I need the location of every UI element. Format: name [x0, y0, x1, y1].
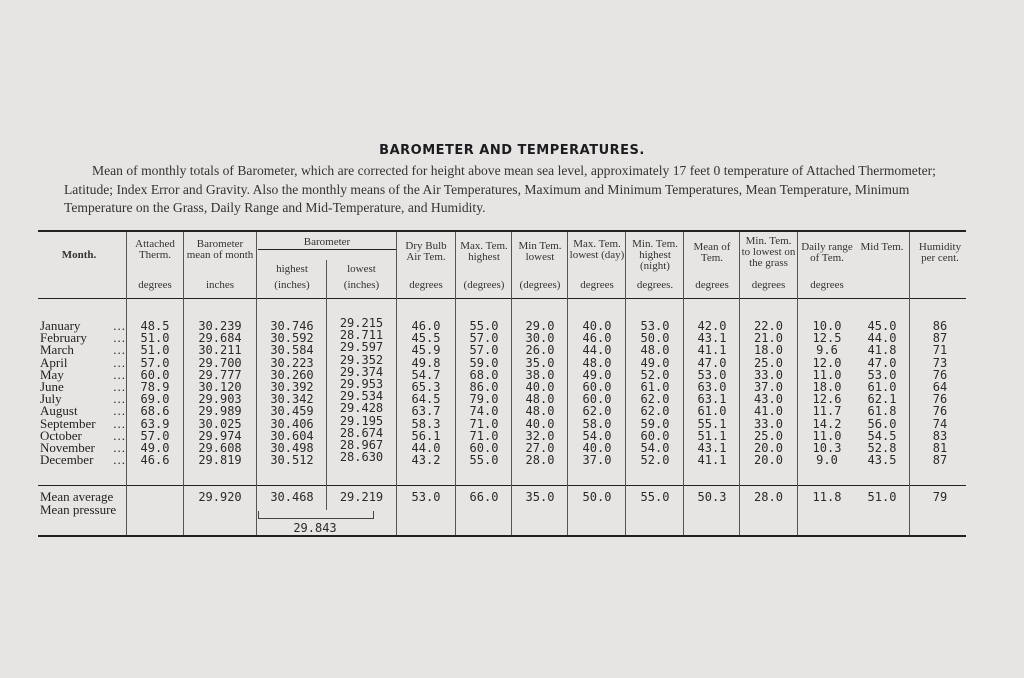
table-cell: 45.5: [411, 331, 441, 346]
table-cell: 60.0: [469, 440, 499, 455]
header-daily-range: Daily range of Tem.: [801, 241, 853, 264]
table-cell: 47.0: [867, 355, 897, 370]
table-cell: 55.0: [469, 453, 499, 468]
header-min-low-unit: (degrees): [519, 279, 561, 291]
table-cell: 58.0: [582, 416, 612, 431]
table-cell: 49.8: [411, 355, 441, 370]
table-cell: 40.0: [582, 319, 612, 333]
table-cell: 40.0: [582, 440, 612, 455]
body-bottom-rule: [38, 485, 966, 486]
table-cell: 14.2: [812, 416, 842, 431]
table-cell: 73: [932, 355, 948, 370]
table-cell: 30.592: [270, 331, 314, 346]
table-cell: 61.0: [640, 379, 670, 394]
table-cell: 53.0: [697, 367, 727, 382]
header-min-high-unit: degrees.: [636, 279, 674, 291]
summary-mean-tem: 50.3: [697, 490, 727, 504]
table-cell: 61.0: [697, 404, 727, 419]
summary-max-low: 50.0: [582, 490, 612, 504]
table-cell: 12.6: [812, 392, 842, 407]
column-divider: [797, 232, 798, 535]
table-cell: 30.746: [270, 319, 314, 333]
table-cell: 33.0: [754, 416, 783, 431]
table-cell: 57.0: [140, 355, 170, 370]
table-cell: 63.7: [411, 404, 441, 419]
column-highest: [258, 320, 326, 466]
column-daily-range: [800, 320, 854, 466]
month-label: March: [40, 342, 74, 358]
table-cell: 43.1: [697, 440, 727, 455]
table-cell: 22.0: [754, 319, 783, 333]
table-cell: 50.0: [640, 331, 670, 346]
table-cell: 79.0: [469, 392, 499, 407]
table-cell: 33.0: [754, 367, 783, 382]
table-cell: 54.7: [411, 367, 441, 382]
table-cell: 45.0: [867, 319, 897, 333]
table-cell: 30.120: [198, 379, 242, 394]
table-cell: 52.8: [867, 440, 897, 455]
month-row: March ...: [40, 342, 126, 358]
table-cell: 29.684: [198, 331, 242, 346]
month-row: April ...: [40, 354, 126, 370]
table-cell: 40.0: [525, 379, 555, 394]
column-mid: [856, 320, 908, 466]
summary-humidity: 79: [932, 490, 948, 504]
table-cell: 71.0: [469, 428, 499, 443]
month-row: November ...: [40, 439, 126, 455]
header-barometer-group: Barometer: [303, 236, 351, 248]
table-cell: 54.0: [582, 428, 612, 443]
column-divider: [126, 232, 127, 535]
month-label: May: [40, 366, 64, 382]
table-cell: 29.597: [339, 340, 384, 355]
table-cell: 76: [932, 367, 948, 382]
barometer-group-rule: [258, 249, 396, 250]
table-cell: 30.025: [198, 416, 242, 431]
table-cell: 42.0: [697, 319, 727, 333]
table-cell: 56.0: [867, 416, 897, 431]
month-row: August ...: [40, 403, 126, 419]
table-cell: 29.374: [339, 364, 384, 379]
month-row: June ...: [40, 378, 126, 394]
table-cell: 29.215: [339, 316, 384, 330]
table-cell: 48.0: [640, 343, 670, 358]
table-cell: 57.0: [469, 343, 499, 358]
table-cell: 46.0: [411, 319, 441, 333]
table-cell: 27.0: [525, 440, 555, 455]
table-cell: 51.1: [697, 428, 727, 443]
table-cell: 52.0: [640, 367, 670, 382]
header-grass-unit: degrees: [751, 279, 786, 291]
table-cell: 57.0: [140, 428, 170, 443]
table-cell: 30.211: [198, 343, 242, 358]
table-cell: 37.0: [582, 453, 612, 468]
table-cell: 60.0: [640, 428, 670, 443]
column-min-high: [626, 320, 684, 466]
table-cell: 21.0: [754, 331, 783, 346]
summary-highest: 30.468: [270, 490, 314, 504]
table-cell: 29.953: [339, 376, 384, 391]
month-row: December ...: [40, 452, 126, 468]
table-cell: 52.0: [640, 453, 670, 468]
table-cell: 10.3: [812, 440, 842, 455]
table-cell: 30.392: [270, 379, 314, 394]
table-cell: 71: [932, 343, 948, 358]
table-cell: 62.0: [640, 392, 670, 407]
table-cell: 43.0: [754, 392, 783, 407]
table-cell: 46.0: [582, 331, 612, 346]
table-cell: 47.0: [697, 355, 727, 370]
table-cell: 49.0: [140, 440, 170, 455]
month-row: July ...: [40, 391, 126, 407]
table-cell: 29.903: [198, 392, 242, 407]
table-cell: 12.5: [812, 331, 842, 346]
table-cell: 12.0: [812, 355, 842, 370]
header-min-high: Min. Tem. highest (night): [632, 238, 678, 272]
header-dry-bulb: Dry Bulb Air Tem.: [405, 240, 447, 263]
summary-max-high: 66.0: [469, 490, 499, 504]
table-cell: 29.777: [198, 367, 242, 382]
table-cell: 64: [932, 379, 948, 394]
header-bottom-rule: [38, 298, 966, 299]
table-cell: 54.5: [867, 428, 897, 443]
table-cell: 43.1: [697, 331, 727, 346]
table-top-rule: [38, 230, 966, 232]
table-cell: 57.0: [469, 331, 499, 346]
table-cell: 48.5: [140, 319, 170, 333]
column-mean-tem: [685, 320, 739, 466]
column-humidity: [911, 320, 969, 466]
header-humidity: Humidity per cent.: [918, 241, 962, 264]
table-cell: 76: [932, 404, 948, 419]
table-cell: 55.0: [469, 319, 499, 333]
table-cell: 38.0: [525, 367, 555, 382]
table-cell: 25.0: [754, 355, 783, 370]
table-cell: 28.674: [339, 425, 384, 440]
table-cell: 30.0: [525, 331, 555, 346]
table-cell: 44.0: [582, 343, 612, 358]
table-cell: 60.0: [582, 379, 612, 394]
column-max-low: [568, 320, 626, 466]
table-cell: 28.711: [339, 328, 384, 343]
summary-grass: 28.0: [754, 490, 783, 504]
summary-mid: 51.0: [867, 490, 897, 504]
table-cell: 46.6: [140, 453, 170, 468]
table-cell: 53.0: [640, 319, 670, 333]
table-cell: 41.8: [867, 343, 897, 358]
table-cell: 20.0: [754, 453, 783, 468]
table-cell: 29.534: [339, 389, 384, 404]
table-cell: 83: [932, 428, 948, 443]
summary-pressure: 29.843: [293, 521, 337, 535]
table-cell: 51.0: [140, 343, 170, 358]
table-cell: 48.0: [582, 355, 612, 370]
table-cell: 68.0: [469, 367, 499, 382]
month-label: June: [40, 378, 64, 394]
header-max-low: Max. Tem. lowest (day): [569, 238, 625, 261]
table-cell: 59.0: [469, 355, 499, 370]
month-label: November: [40, 439, 95, 455]
table-cell: 86.0: [469, 379, 499, 394]
summary-label-pressure: Mean pressure: [40, 502, 117, 517]
table-cell: 62.0: [582, 404, 612, 419]
header-max-high-unit: (degrees): [463, 279, 505, 291]
summary-lowest: 29.219: [339, 490, 384, 504]
month-label: April: [40, 354, 68, 370]
table-cell: 26.0: [525, 343, 555, 358]
table-cell: 65.3: [411, 379, 441, 394]
summary-dry-bulb: 53.0: [411, 490, 441, 504]
table-cell: 74.0: [469, 404, 499, 419]
table-cell: 48.0: [525, 404, 555, 419]
table-cell: 29.195: [339, 413, 384, 428]
month-label: December: [40, 452, 94, 468]
header-max-low-unit: degrees: [580, 279, 614, 291]
intro-paragraph: Mean of monthly totals of Barometer, which are corrected for height above mean sea level, approximately 17 feet 0 temperature of Attached Thermometer; Latitude; Index Error and Gravity. Also the monthly means of the Air Temperatures, Maximum and Minimum Temperatures, Mean Temperature, Minimum Temperature on the Grass, Daily Range and Mid-Temperature, and Humidity.: [64, 163, 936, 215]
table-cell: 29.352: [339, 352, 384, 367]
column-lowest: [327, 317, 396, 463]
month-row: February ...: [40, 330, 126, 346]
table-cell: 51.0: [140, 331, 170, 346]
table-cell: 35.0: [525, 355, 555, 370]
table-cell: 28.967: [339, 437, 384, 452]
table-cell: 60.0: [582, 392, 612, 407]
table-cell: 29.989: [198, 404, 242, 419]
table-cell: 30.239: [198, 319, 242, 333]
month-labels: [40, 320, 126, 466]
table-cell: 37.0: [754, 379, 783, 394]
table-cell: 43.2: [411, 453, 441, 468]
header-dry-bulb-unit: degrees: [409, 279, 443, 291]
header-lowest: lowest: [347, 263, 376, 275]
column-dry-bulb: [399, 320, 453, 466]
table-cell: 55.1: [697, 416, 727, 431]
table-cell: 60.0: [140, 367, 170, 382]
table-cell: 63.0: [697, 379, 727, 394]
table-cell: 30.584: [270, 343, 314, 358]
table-cell: 58.3: [411, 416, 441, 431]
summary-label-average: Mean average: [40, 489, 114, 504]
table-cell: 49.0: [640, 355, 670, 370]
table-cell: 87: [932, 453, 948, 468]
table-cell: 61.0: [867, 379, 897, 394]
table-cell: 44.0: [411, 440, 441, 455]
month-label: February: [40, 330, 87, 346]
table-cell: 11.0: [812, 428, 842, 443]
table-cell: 30.342: [270, 392, 314, 407]
summary-baro-mean: 29.920: [198, 490, 242, 504]
summary-min-high: 55.0: [640, 490, 670, 504]
table-cell: 63.9: [140, 416, 170, 431]
table-bottom-rule: [38, 535, 966, 537]
table-cell: 44.0: [867, 331, 897, 346]
table-cell: 40.0: [525, 416, 555, 431]
pressure-brace: [258, 511, 374, 519]
table-cell: 53.0: [867, 367, 897, 382]
table-cell: 18.0: [812, 379, 842, 394]
table-cell: 64.5: [411, 392, 441, 407]
column-divider: [396, 232, 397, 535]
table-cell: 62.1: [867, 392, 897, 407]
month-row: September ...: [40, 415, 126, 431]
month-label: August: [40, 403, 78, 419]
table-cell: 62.0: [640, 404, 670, 419]
column-divider: [909, 232, 910, 535]
table-cell: 30.604: [270, 428, 314, 443]
header-mean-tem: Mean of Tem.: [693, 241, 731, 264]
table-cell: 30.512: [270, 453, 314, 468]
table-cell: 48.0: [525, 392, 555, 407]
table-cell: 63.1: [697, 392, 727, 407]
table-cell: 78.9: [140, 379, 170, 394]
month-label: July: [40, 391, 62, 407]
table-cell: 41.1: [697, 343, 727, 358]
table-cell: 29.819: [198, 453, 242, 468]
column-attached: [128, 320, 182, 466]
table-cell: 71.0: [469, 416, 499, 431]
table-cell: 30.223: [270, 355, 314, 370]
table-cell: 28.0: [525, 453, 555, 468]
table-cell: 86: [932, 319, 948, 333]
month-row: October ...: [40, 427, 126, 443]
table-cell: 9.0: [816, 453, 838, 468]
summary-daily-range: 11.8: [812, 490, 842, 504]
table-cell: 10.0: [812, 319, 842, 333]
table-cell: 74: [932, 416, 948, 431]
table-cell: 69.0: [140, 392, 170, 407]
column-min-low: [512, 320, 568, 466]
summary-min-low: 35.0: [525, 490, 555, 504]
table-cell: 81: [932, 440, 948, 455]
header-attached-unit: degrees: [138, 279, 172, 291]
table-cell: 9.6: [816, 343, 838, 358]
table-cell: 68.6: [140, 404, 170, 419]
table-cell: 11.7: [812, 404, 842, 419]
header-lowest-unit: (inches): [343, 279, 380, 291]
table-cell: 30.459: [270, 404, 314, 419]
table-cell: 59.0: [640, 416, 670, 431]
table-cell: 30.498: [270, 440, 314, 455]
header-baro-mean: Barometer mean of month: [186, 238, 254, 261]
month-label: October: [40, 427, 82, 443]
column-divider: [256, 232, 257, 535]
table-cell: 20.0: [754, 440, 783, 455]
table-cell: 30.406: [270, 416, 314, 431]
table-cell: 41.0: [754, 404, 783, 419]
table-cell: 18.0: [754, 343, 783, 358]
header-daily-range-unit: degrees: [810, 279, 844, 291]
table-cell: 30.260: [270, 367, 314, 382]
header-mean-tem-unit: degrees: [695, 279, 729, 291]
month-row: May ...: [40, 366, 126, 382]
table-cell: 87: [932, 331, 948, 346]
header-highest: highest: [276, 263, 308, 275]
header-baro-mean-unit: inches: [205, 279, 235, 291]
table-cell: 29.974: [198, 428, 242, 443]
header-min-low: Min Tem. lowest: [518, 240, 562, 263]
table-cell: 43.5: [867, 453, 897, 468]
column-max-high: [456, 320, 512, 466]
header-month: Month.: [61, 249, 97, 261]
table-cell: 49.0: [582, 367, 612, 382]
table-cell: 29.428: [339, 401, 384, 416]
header-mid: Mid Tem.: [860, 241, 904, 253]
header-attached: Attached Therm.: [135, 238, 175, 261]
table-cell: 61.8: [867, 404, 897, 419]
column-grass: [740, 320, 797, 466]
page-title: BAROMETER AND TEMPERATURES.: [379, 143, 645, 158]
table-cell: 54.0: [640, 440, 670, 455]
header-grass: Min. Tem. to lowest on the grass: [741, 235, 796, 269]
month-label: September: [40, 415, 96, 431]
table-cell: 45.9: [411, 343, 441, 358]
table-cell: 32.0: [525, 428, 555, 443]
table-cell: 25.0: [754, 428, 783, 443]
table-cell: 41.1: [697, 453, 727, 468]
table-cell: 11.0: [812, 367, 842, 382]
month-row: January ...: [40, 318, 126, 333]
table-cell: 76: [932, 392, 948, 407]
table-cell: 29.0: [525, 319, 555, 333]
table-cell: 56.1: [411, 428, 441, 443]
table-cell: 29.700: [198, 355, 242, 370]
table-cell: 29.608: [198, 440, 242, 455]
column-divider: [183, 232, 184, 535]
header-highest-unit: (inches): [274, 279, 310, 291]
table-cell: 28.630: [339, 450, 384, 465]
header-max-high: Max. Tem. highest: [460, 240, 508, 263]
column-baro-mean: [186, 320, 254, 466]
month-label: January: [40, 318, 81, 333]
